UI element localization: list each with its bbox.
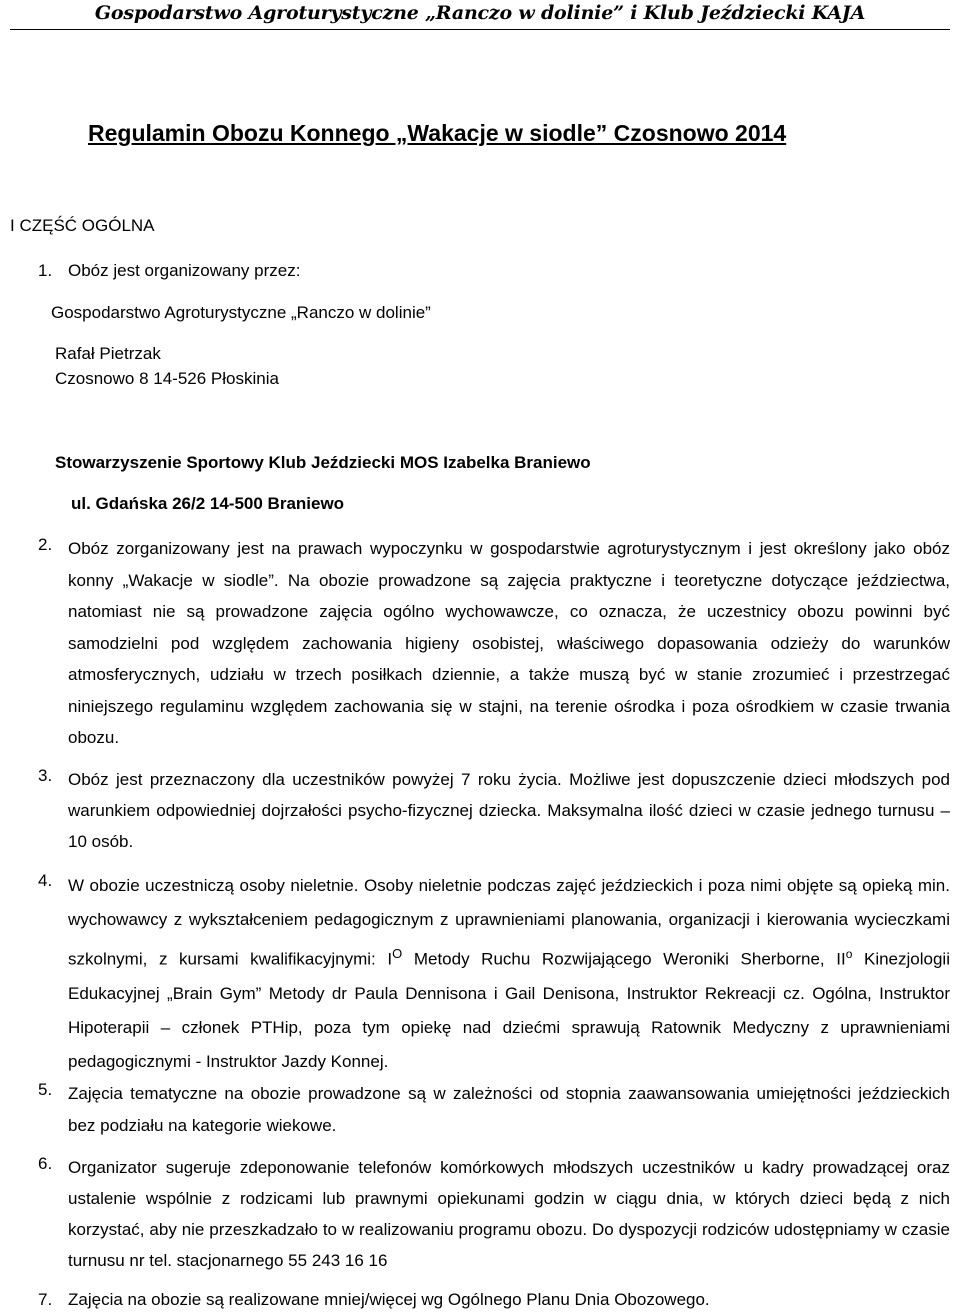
header-divider bbox=[10, 29, 950, 30]
item-3-text: Obóz jest przeznaczony dla uczestników powyżej 7 roku życia. Możliwe jest dopuszczenie dzieci młodszych pod warunkiem odpowiedniej dojrzałości psycho-fizycznej dziecka. Maksymalna ilość dzieci w czasie jednego turnusu – 10 osób. bbox=[68, 770, 950, 851]
item-7-text: Zajęcia na obozie są realizowane mniej/więcej wg Ogólnego Planu Dnia Obozowego. bbox=[68, 1290, 710, 1309]
item-4-text-part1: W obozie uczestniczą osoby nieletnie. Osoby nieletnie podczas zajęć jeździeckich i poza nimi objęte są opieką min. wychowawcy z wykształceniem pedagogicznym z uprawnieniami planowania, organizacji i kierowania wycieczkami szkolnymi, z kursami kwalifikacyjnymi: I bbox=[68, 876, 950, 969]
club-name: Stowarzyszenie Sportowy Klub Jeździecki MOS Izabelka Braniewo bbox=[55, 453, 591, 472]
item-5-text: Zajęcia tematyczne na obozie prowadzone są w zależności od stopnia zaawansowania umiejętności jeździeckich bez podziału na kategorie wiekowe. bbox=[68, 1084, 950, 1135]
superscript-degree-2: o bbox=[845, 947, 853, 961]
item-number: 4. bbox=[38, 871, 53, 890]
page-header bbox=[0, 0, 960, 30]
item-number: 3. bbox=[38, 766, 53, 785]
organizer-name: Gospodarstwo Agroturystyczne „Ranczo w dolinie” bbox=[51, 303, 431, 322]
item-6-text: Organizator sugeruje zdeponowanie telefonów komórkowych młodszych uczestników u kadry prowadzącej oraz ustalenie wspólnie z rodzicami lub prawnymi opiekunami godzin w ciągu dnia, w których dzieci będą z nich korzystać, aby nie przeszkadzało to w realizowaniu programu obozu. Do dyspozycji rodziców udostępniamy w czasie turnusu nr tel. stacjonarnego 55 243 16 16 bbox=[68, 1158, 950, 1270]
item-number: 5. bbox=[38, 1080, 53, 1099]
item-2-text: Obóz zorganizowany jest na prawach wypoczynku w gospodarstwie agroturystycznym i jest określony jako obóz konny „Wakacje w siodle”. Na obozie prowadzone są zajęcia praktyczne i teoretyczne dotyczące jeździectwa, natomiast nie są prowadzone zajęcia ogólno wychowawcze, co oznacza, że uczestnicy obozu powinni być samodzielni pod względem zachowania higieny osobistej, właściwego dopasowania odzieży do warunków atmosferycznych, udziału w trzech posiłkach dziennie, a także muszą być w stanie zrozumieć i przestrzegać niniejszego regulaminu względem zachowania się w stajni, na terenie ośrodka i poza ośrodkiem w czasie trwania obozu. bbox=[68, 539, 950, 747]
club-address: ul. Gdańska 26/2 14-500 Braniewo bbox=[71, 494, 345, 513]
item-4-text-part3: Kinezjologii Edukacyjnej „Brain Gym” Metody dr Paula Dennisona i Gail Denisona, Instruktor Rekreacji cz. Ogólna, Instruktor Hipoterapii – członek PTHip, poza tym opiekę nad dziećmi sprawują Ratownik Medyczny z uprawnieniami pedagogicznymi - Instruktor Jazdy Konnej. bbox=[68, 949, 950, 1071]
item-number: 7. bbox=[38, 1290, 53, 1309]
organizer-person: Rafał Pietrzak bbox=[55, 344, 161, 363]
organizer-address: Czosnowo 8 14-526 Płoskinia bbox=[55, 369, 279, 388]
section-title: I CZĘŚĆ OGÓLNA bbox=[10, 216, 155, 235]
item-number: 1. bbox=[38, 261, 53, 280]
item-number: 2. bbox=[38, 535, 53, 554]
header-title: Gospodarstwo Agroturystyczne „Ranczo w dolinie” i Klub Jeździecki KAJA bbox=[94, 2, 866, 24]
item-1-text: Obóz jest organizowany przez: bbox=[68, 261, 301, 280]
document-title: Regulamin Obozu Konnego „Wakacje w siodle” Czosnowo 2014 bbox=[88, 120, 787, 146]
item-4-text-part2: Metody Ruchu Rozwijającego Weroniki Sherborne, II bbox=[402, 949, 846, 969]
item-4-text bbox=[68, 869, 950, 1079]
superscript-degree-1: O bbox=[392, 946, 403, 961]
item-number: 6. bbox=[38, 1154, 53, 1173]
